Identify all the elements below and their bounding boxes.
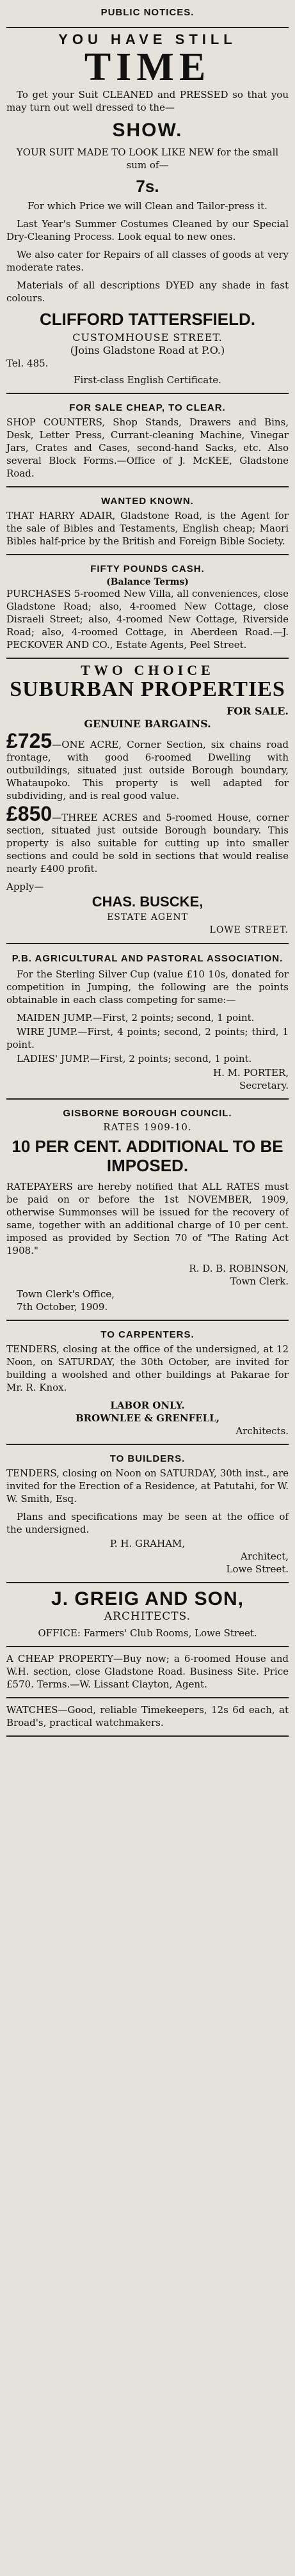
sale-cheap-body: SHOP COUNTERS, Shop Stands, Drawers and Bins, Desk, Letter Press, Currant-cleaning Machine, Vinegar Jars, Crates and Cases, second-hand Sacks, etc. Also several Block Forms.—Office of J. McKEE, Gladstone Road. — [6, 416, 289, 479]
divider — [6, 1098, 289, 1100]
time-ad-body1: To get your Suit CLEANED and PRESSED so that you may turn out well dressed to the— — [6, 89, 289, 113]
suburban-two: TWO CHOICE — [81, 662, 214, 678]
fifty-sub: (Balance Terms) — [106, 577, 189, 587]
divider — [6, 1444, 289, 1445]
greig-office: OFFICE: Farmers' Club Rooms, Lowe Street. — [38, 1627, 257, 1639]
time-ad-address2: (Joins Gladstone Road at P.O.) — [70, 344, 225, 356]
divider — [6, 1735, 289, 1737]
suburban-apply: Apply— — [6, 881, 44, 892]
fifty-heading: FIFTY POUNDS CASH. — [90, 564, 205, 574]
pb-assoc-ad — [6, 968, 289, 1092]
builders-street: Lowe Street. — [226, 1563, 289, 1575]
fifty-body: PURCHASES 5-roomed New Villa, all conveniences, close Gladstone Road; also, 4-roomed New Cottage, close Disraeli Street; also, 4-roomed New Cottage, Riverside Road; also, 4-roomed Cottage, in Aberdeen Road.—J. PECKOVER AND CO., Estate Agents, Peel Street. — [6, 588, 289, 651]
sale-cheap-heading: FOR SALE CHEAP, TO CLEAR. — [69, 402, 226, 413]
watches-ad — [6, 1703, 289, 1729]
pb-assoc-sig: H. M. PORTER, — [213, 1067, 289, 1079]
divider — [6, 393, 289, 394]
gisborne-role: Town Clerk. — [230, 1276, 289, 1287]
carpenters-firm: BROWNLEE & GRENFELL, — [76, 1412, 219, 1424]
gisborne-heading: GISBORNE BOROUGH COUNCIL. — [63, 1108, 232, 1119]
time-ad-show: SHOW. — [112, 120, 183, 141]
suburban-item2 — [6, 802, 289, 875]
suburban-for-sale: FOR SALE. — [226, 705, 289, 717]
builders-sig: P. H. GRAHAM, — [109, 1538, 186, 1549]
time-ad-big: TIME — [84, 45, 211, 89]
time-ad — [6, 33, 289, 386]
greig-ad — [6, 1588, 289, 1640]
time-ad-body2: YOUR SUIT MADE TO LOOK LIKE NEW for the small sum of— — [16, 146, 279, 171]
builders-role: Architect, — [241, 1551, 289, 1562]
time-ad-address: CUSTOMHOUSE STREET. — [72, 331, 223, 344]
wanted-ad — [6, 509, 289, 548]
time-ad-price: 7s. — [136, 177, 159, 196]
suburban-title: SUBURBAN PROPERTIES — [10, 677, 285, 701]
time-ad-body6: Materials of all descriptions DYED any shade in fast colours. — [6, 280, 289, 304]
suburban-price1: £725 — [6, 729, 52, 752]
carpenters-heading: TO CARPENTERS. — [100, 1329, 195, 1340]
cheap-property-body: A CHEAP PROPERTY—Buy now; a 6-roomed House and W.H. section, close Gladstone Road. Business Site. Price £570. Terms.—W. Lissant Clayton, Agent. — [6, 1653, 289, 1690]
pb-assoc-wire: WIRE JUMP.—First, 4 points; second, 2 points; third, 1 point. — [6, 1026, 289, 1050]
suburban-agent: CHAS. BUSCKE, — [92, 894, 203, 910]
divider — [6, 554, 289, 555]
newspaper-page — [6, 0, 289, 1737]
carpenters-body: TENDERS, closing at the office of the undersigned, at 12 Noon, on SATURDAY, the 30th October, are invited for building a woolshed and other buildings at Pakarae for Mr. R. Knox. — [6, 1343, 289, 1393]
suburban-item1 — [6, 729, 289, 802]
carpenters-role: Architects. — [235, 1425, 289, 1437]
suburban-genuine: GENUINE BARGAINS. — [84, 718, 211, 730]
pb-assoc-intro: For the Sterling Silver Cup (value £10 10s, donated for competition in Jumping, the following are the points obtainable in each class competing for same:— — [6, 968, 289, 1006]
builders-ad — [6, 1467, 289, 1576]
time-ad-cert: First-class English Certificate. — [74, 374, 221, 386]
suburban-price2: £850 — [6, 802, 52, 825]
greig-firm: J. GREIG AND SON, — [51, 1588, 244, 1609]
divider — [6, 486, 289, 487]
watches-body: WATCHES—Good, reliable Timekeepers, 12s 6d each, at Broad's, practical watchmakers. — [6, 1704, 289, 1728]
carpenters-labor: LABOR ONLY. — [110, 1400, 185, 1411]
time-ad-body4: Last Year's Summer Costumes Cleaned by our Special Dry-Cleaning Process. Look equal to new ones. — [6, 218, 289, 242]
divider — [6, 1697, 289, 1698]
fifty-ad — [6, 587, 289, 651]
sale-cheap-ad — [6, 416, 289, 480]
time-ad-line1: YOU HAVE STILL — [58, 31, 237, 47]
gisborne-office: Town Clerk's Office, — [17, 1288, 115, 1300]
gisborne-sig: R. D. B. ROBINSON, — [189, 1263, 289, 1274]
gisborne-date: 7th October, 1909. — [17, 1301, 108, 1313]
pb-assoc-heading: P.B. AGRICULTURAL AND PASTORAL ASSOCIATION. — [12, 953, 283, 964]
divider — [6, 27, 289, 28]
cheap-property-ad — [6, 1652, 289, 1691]
suburban-ad — [6, 664, 289, 936]
greig-role: ARCHITECTS. — [104, 1610, 191, 1623]
suburban-body1: —ONE ACRE, Corner Section, six chains road frontage, with good 6-roomed Dwelling with outbuildings, situated just outside Borough boundary, Whataupoko. This property is well adapted for subdividing, and is real good value. — [6, 739, 289, 802]
builders-plans: Plans and specifications may be seen at the office of the undersigned. — [6, 1511, 289, 1535]
gisborne-body: RATEPAYERS are hereby notified that ALL RATES must be paid on or before the 1st NOVEMBER, 1909, otherwise Summonses will be issued for the recovery of same, together with an additional charge of 10 per cent. imposed as provided by Section 70 of "The Rating Act 1908." — [6, 1181, 289, 1256]
suburban-body2: —THREE ACRES and 5-roomed House, corner section, situated just outside Borough boundary. This property is also suitable for cutting up into smaller sections and could be sold in sections that would realise nearly £400 profit. — [6, 812, 289, 874]
wanted-body: THAT HARRY ADAIR, Gladstone Road, is the Agent for the sale of Bibles and Testaments, English cheap; Maori Bibles half-price by the British and Foreign Bible Society. — [6, 510, 289, 547]
public-notices-heading: PUBLIC NOTICES. — [100, 7, 195, 18]
wanted-heading: WANTED KNOWN. — [101, 496, 194, 507]
time-ad-tel: Tel. 485. — [6, 358, 49, 369]
gisborne-ad — [6, 1180, 289, 1313]
pb-assoc-role: Secretary. — [239, 1080, 289, 1091]
suburban-role: ESTATE AGENT — [107, 912, 188, 922]
carpenters-ad — [6, 1343, 289, 1437]
pb-assoc-ladies: LADIES' JUMP.—First, 2 points; second, 1 point. — [17, 1053, 252, 1064]
divider — [6, 943, 289, 944]
pb-assoc-maiden: MAIDEN JUMP.—First, 2 points; second, 1 point. — [17, 1012, 255, 1023]
time-ad-body5: We also cater for Repairs of all classes of goods at very moderate rates. — [6, 249, 289, 273]
builders-body: TENDERS, closing on Noon on SATURDAY, 30th inst., are invited for the Erection of a Residence, at Patutahi, for W. W. Smith, Esq. — [6, 1467, 289, 1505]
divider — [6, 658, 289, 659]
suburban-street: LOWE STREET. — [209, 925, 289, 935]
builders-heading: TO BUILDERS. — [109, 1453, 186, 1464]
divider — [6, 1582, 289, 1583]
divider — [6, 1646, 289, 1647]
gisborne-rates: RATES 1909-10. — [103, 1121, 192, 1133]
gisborne-big: 10 PER CENT. ADDITIONAL TO BE IMPOSED. — [12, 1137, 283, 1175]
time-ad-firm: CLIFFORD TATTERSFIELD. — [40, 310, 255, 329]
divider — [6, 1320, 289, 1321]
time-ad-body3: For which Price we will Clean and Tailor-press it. — [28, 200, 267, 212]
